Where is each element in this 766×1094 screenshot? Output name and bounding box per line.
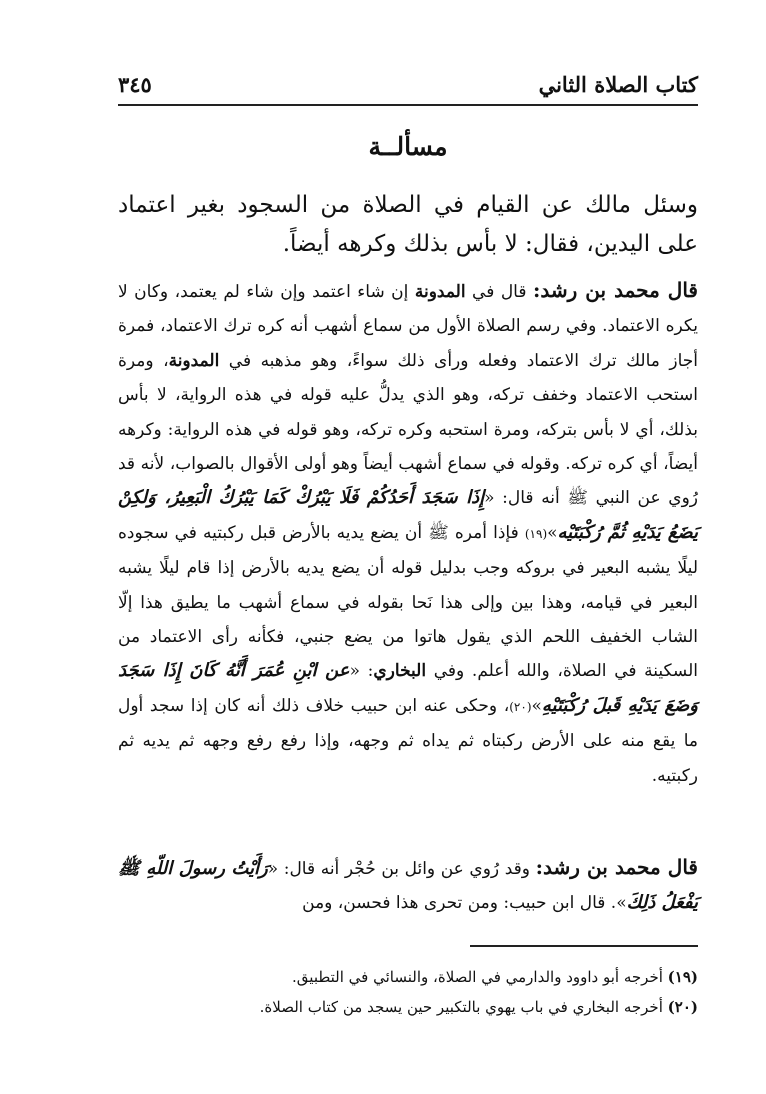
footnote-number: (٢٠) (667, 998, 698, 1016)
footnote-number: (١٩) (667, 968, 698, 986)
page-number: ٣٤٥ (118, 72, 152, 97)
footnote (118, 992, 698, 1022)
footnote-rule (470, 945, 698, 947)
commentary-paragraph-1 (118, 273, 698, 793)
section-heading: مسألــة (368, 132, 448, 161)
commentary-paragraph-2 (118, 850, 698, 921)
footnote (118, 962, 698, 992)
text-run: إن شاء اعتمد وإن شاء لم يعتمد، وكان لا يكره الاعتماد. وفي رسم الصلاة الأول من سماع أشهب أنه كره ترك الاعتماد، فمرة أجاز مالك ترك الاعتماد وفعله ورأى ذلك سواءً، وهو مذهبه في (118, 282, 698, 371)
text-run: » (531, 695, 542, 716)
commentary-lead: قال محمد بن رشد: (532, 278, 698, 302)
text-run: فإذا أمره ﷺ أن يضع يديه بالأرض قبل ركبتيه في سجوده ليلًا يشبه البعير في بروكه وجب بدليل قوله أن يضع يديه بالأرض إذا قام ليلًا يشبه البعير في قيامه، وهذا بين وإلى هذا نَحا بقوله في سماع أشهب ما يطيق هذا إلّا الشاب الخفيف اللحم الذي يقول هاتوا من يضع جنبي، فكأنه رأى الاعتماد من السكينة في الصلاة، والله أعلم. وفي (118, 522, 698, 682)
text-run: قال في (465, 282, 533, 302)
running-header (118, 72, 698, 102)
footnote-ref[interactable]: (٢٠) (509, 699, 532, 714)
text-run: ، وحكى عنه ابن حبيب خلاف ذلك أنه كان إذا سجد أول ما يقع منه على الأرض ركبتاه ثم يداه ثم وجهه، وإذا رفع رفع وجهه ثم يديه ثم ركبتيه. (118, 695, 698, 786)
bold-term: المدونة (414, 282, 466, 302)
bold-term: البخاري (373, 661, 427, 682)
text-run: وقد رُوي عن وائل بن حُجْر أنه قال: « (267, 859, 536, 879)
header-title: كتاب الصلاة الثاني (538, 72, 698, 97)
text-run: ، ومرة استحب الاعتماد وخفف تركه، وهو الذي يدلُّ عليه قوله في هذه الرواية، لا بأس بذلك، أي لا بأس بتركه، ومرة استحبه وكره تركه، وهو قوله في هذه الرواية: وكرهه أيضاً، أي كره تركه. وقوله في سماع أشهب أيضاً وهو أولى الأقوال بالصواب، لأنه قد رُوي عن النبي ﷺ أنه قال: « (118, 350, 698, 509)
text-run: : « (349, 661, 374, 682)
hadith-quote: عن ابْنِ عُمَرَ أَنَّهُ كَانَ إِذَا سَجَدَ وَضَعَ يَدَيْهِ قَبلَ رُكْبَتَيْهِ (118, 660, 698, 716)
footnotes (118, 962, 698, 1022)
hadith-quote: إِذَا سَجَدَ أَحَدُكُمْ فَلَا يَبْرُكْ كَمَا يَبْرُكُ الْبَعِيرُ، وَلكِنْ يَضَعُ يَدَيْهِ ثُمَّ رُكْبَتَيْه (118, 487, 698, 543)
header-rule (118, 104, 698, 106)
bold-term: المدونة (168, 350, 220, 371)
question-paragraph: وسئل مالك عن القيام في الصلاة من السجود بغير اعتماد على اليدين، فقال: لا بأس بذلك وكرهه أيضاً. (118, 192, 698, 257)
text-run: ». قال ابن حبيب: ومن تحرى هذا فحسن، ومن (302, 893, 627, 914)
hadith-quote: رَأَيْتُ رسولَ اللّهِ ﷺ يَفْعَلُ ذَلِكَ (118, 858, 698, 914)
footnote-text: أخرجه البخاري في باب يهوي بالتكبير حين يسجد من كتاب الصلاة. (259, 998, 668, 1016)
text-run: » (547, 522, 558, 543)
footnote-text: أخرجه أبو داوود والدارمي في الصلاة، والنسائي في التطبيق. (292, 968, 668, 986)
footnote-ref[interactable]: (١٩) (524, 526, 548, 541)
commentary-lead: قال محمد بن رشد: (535, 855, 698, 879)
